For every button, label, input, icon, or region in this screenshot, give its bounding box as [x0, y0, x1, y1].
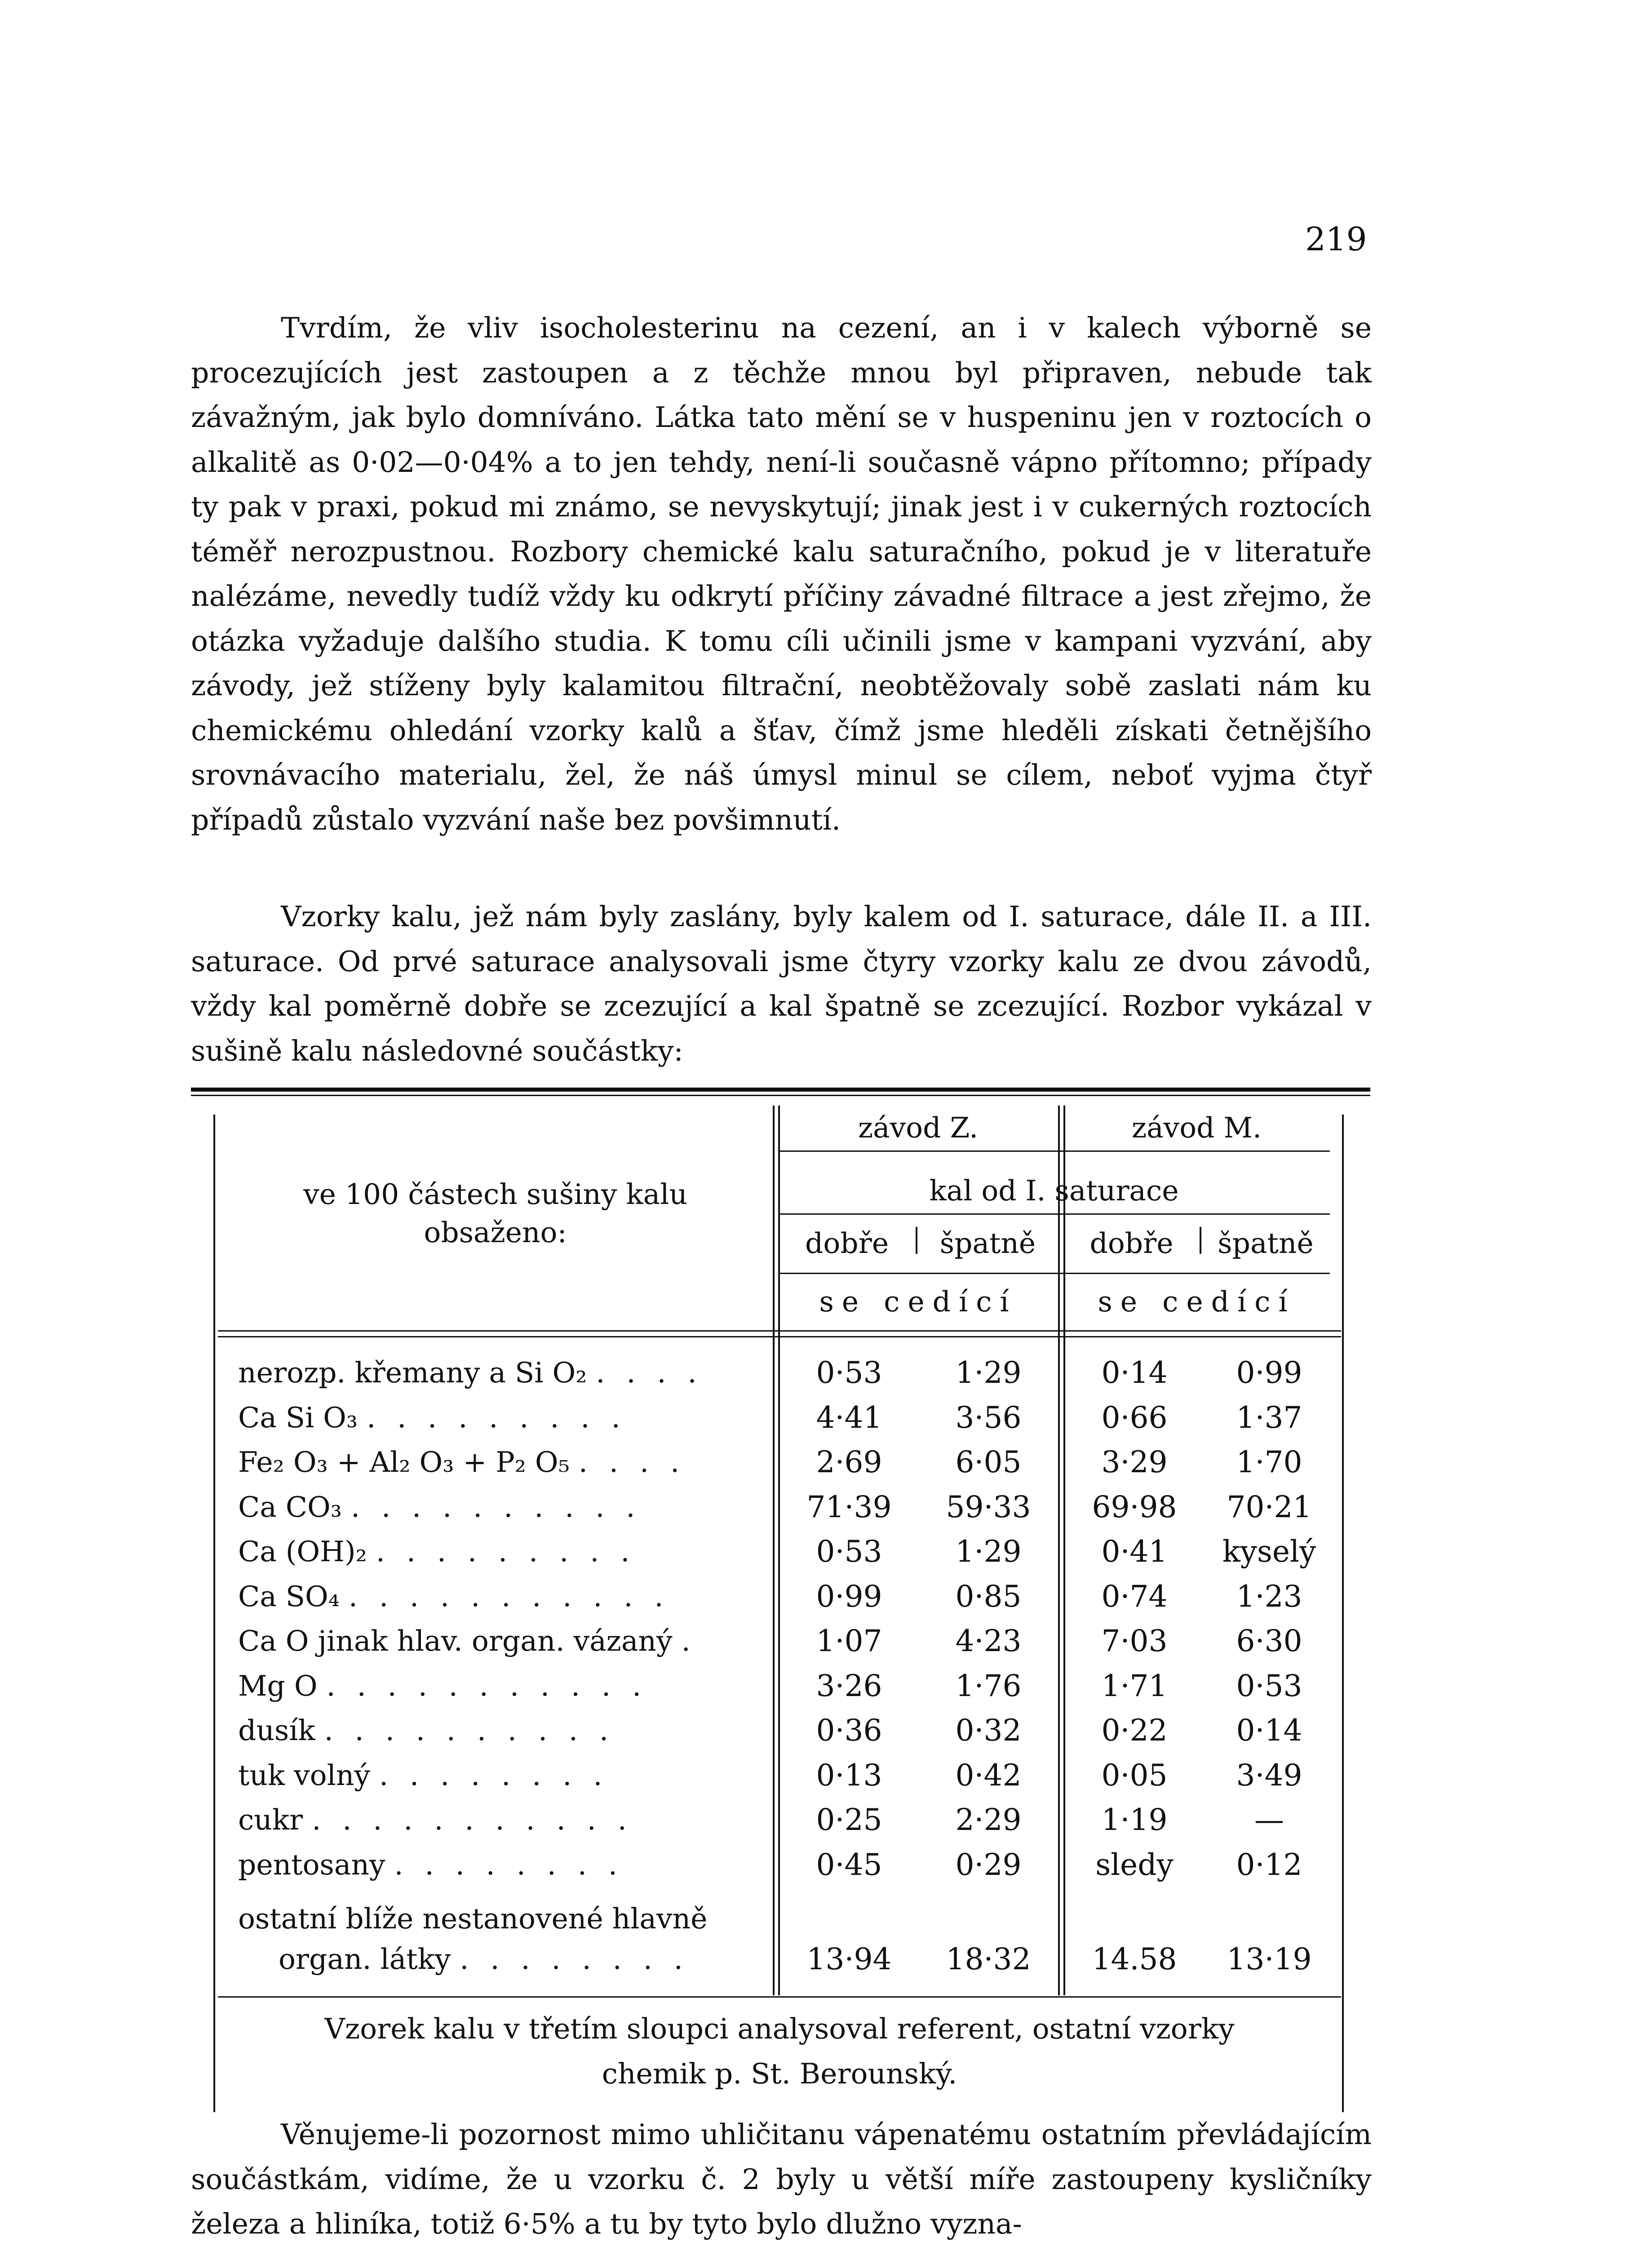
header-rule-1 — [778, 1150, 1330, 1152]
z-good-header: dobře — [805, 1227, 889, 1260]
table-cell: 0·42 — [955, 1758, 1022, 1793]
row-label — [238, 1485, 757, 1530]
table-cell: 1·19 — [1101, 1803, 1168, 1837]
row-label-text: Mg O — [238, 1669, 327, 1702]
table-cell: 0·25 — [816, 1803, 882, 1837]
page-number: 219 — [1305, 220, 1367, 258]
row-label-text: tuk volný — [238, 1759, 379, 1792]
header-bottom-rule-b — [218, 1336, 1341, 1337]
table-top-rule — [191, 1088, 1370, 1092]
table-cell: 0·53 — [1236, 1668, 1302, 1703]
m-bad-header: špatně — [1218, 1227, 1314, 1260]
paragraph-3: Věnujeme-li pozornost mimo uhličitanu vápenatému ostatním převládajícím součástkám, vidíme, že u vzorku č. 2 byly u větší míře zastoupeny kysličníky železa a hliníka, totiž 6·5% a tu by tyto bylo dlužno vyzna- — [191, 2118, 1372, 2240]
table-body-bottom-rule — [218, 1996, 1341, 1998]
table-top-rule-thin — [191, 1095, 1370, 1096]
table-cell: 1·23 — [1236, 1579, 1302, 1614]
row-label-dots: . . . . . . . . . — [367, 1401, 627, 1434]
table-right-border — [1342, 1115, 1344, 2112]
row-label-dots: . . . . — [578, 1446, 686, 1479]
table-cell: 0·99 — [1236, 1355, 1302, 1390]
table-cell: 0·85 — [955, 1579, 1022, 1614]
row-label-text: Ca (OH)₂ — [238, 1535, 376, 1568]
last-row-label-line2 — [279, 1937, 757, 1982]
table-cell: 0·45 — [816, 1847, 882, 1882]
row-label — [238, 1395, 757, 1440]
table-cell: 3·56 — [955, 1400, 1022, 1435]
table-cell: 0·14 — [1101, 1355, 1168, 1390]
saturation-header: kal od I. saturace — [929, 1174, 1179, 1207]
row-label-text: cukr — [238, 1803, 312, 1836]
table-cell: 0·22 — [1101, 1713, 1168, 1748]
stub-header-line1: ve 100 částech sušiny kalu — [303, 1178, 687, 1211]
table-cell: 1·07 — [816, 1624, 882, 1658]
row-label-text: nerozp. křemany a Si O₂ — [238, 1356, 596, 1389]
header-bottom-rule-a — [218, 1330, 1341, 1332]
table-cell: 0·29 — [955, 1847, 1022, 1882]
analysis-table — [191, 1088, 1370, 2117]
table-cell: 13·94 — [806, 1942, 892, 1976]
table-cell: 0·36 — [816, 1713, 882, 1748]
table-cell: 2·69 — [816, 1445, 882, 1479]
m-settling-header: se cedící — [1098, 1285, 1296, 1318]
row-label — [238, 1574, 757, 1619]
row-label-dots: . — [681, 1625, 697, 1657]
row-label — [238, 1529, 757, 1574]
table-cell: 4·23 — [955, 1624, 1022, 1658]
last-row-label-line1: ostatní blíže nestanovené hlavně — [238, 1902, 708, 1935]
col-sep-factory — [1058, 1106, 1060, 1995]
table-cell: 4·41 — [816, 1400, 882, 1435]
table-note-line1: Vzorek kalu v třetím sloupci analysoval referent, ostatní vzorky — [324, 2012, 1235, 2045]
table-cell: 1·29 — [955, 1355, 1022, 1390]
table-cell: 0·05 — [1101, 1758, 1168, 1793]
table-cell: 14.58 — [1092, 1942, 1177, 1976]
table-cell: 1·76 — [955, 1668, 1022, 1703]
row-label-text: Ca Si O₃ — [238, 1401, 367, 1434]
last-row-dots: . . . . . . . . — [460, 1943, 689, 1976]
row-label — [238, 1664, 757, 1709]
table-cell: sledy — [1095, 1847, 1174, 1882]
stub-header-line2: obsaženo: — [424, 1216, 567, 1249]
table-cell: 59·33 — [946, 1489, 1031, 1524]
row-label-dots: . . . . . . . . — [379, 1759, 609, 1792]
table-cell: 70·21 — [1227, 1489, 1312, 1524]
table-cell: — — [1254, 1803, 1284, 1837]
row-label — [238, 1350, 757, 1395]
row-label-text: dusík — [238, 1714, 324, 1747]
table-cell: 1·70 — [1236, 1445, 1302, 1479]
table-note-line2: chemik p. St. Berounský. — [602, 2057, 957, 2090]
table-cell: 0·74 — [1101, 1579, 1168, 1614]
header-rule-2 — [778, 1213, 1330, 1215]
last-row-label: organ. látky — [279, 1943, 451, 1976]
table-cell: 0·41 — [1101, 1534, 1168, 1569]
z-bad-header: špatně — [939, 1227, 1036, 1260]
row-label-dots: . . . . . . . . . . — [350, 1490, 642, 1523]
row-label-text: Fe₂ O₃ + Al₂ O₃ + P₂ O₅ — [238, 1446, 579, 1479]
row-label-text: Ca CO₃ — [238, 1490, 351, 1523]
row-label — [238, 1440, 757, 1485]
row-label — [238, 1753, 757, 1798]
table-cell: 2·29 — [955, 1803, 1022, 1837]
factory-m-header: závod M. — [1131, 1111, 1262, 1144]
table-cell: 0·66 — [1101, 1400, 1168, 1435]
table-cell: 0·99 — [816, 1579, 882, 1614]
table-cell: 3·29 — [1101, 1445, 1168, 1479]
table-cell: 3·26 — [816, 1668, 882, 1703]
m-good-header: dobře — [1090, 1227, 1174, 1260]
z-settling-header: se cedící — [819, 1285, 1017, 1318]
table-left-border — [213, 1115, 215, 2112]
row-label-text: Ca O jinak hlav. organ. vázaný — [238, 1625, 682, 1657]
row-label — [238, 1708, 757, 1753]
row-label-dots: . . . . . . . . — [394, 1848, 624, 1881]
stub-header — [218, 1175, 773, 1252]
row-label — [238, 1619, 757, 1664]
table-cell: 7·03 — [1101, 1624, 1168, 1658]
row-label-dots: . . . . . . . . . . — [324, 1714, 615, 1747]
table-cell: 0·53 — [816, 1534, 882, 1569]
table-cell: 69·98 — [1092, 1489, 1177, 1524]
table-cell: 13·19 — [1227, 1942, 1312, 1976]
factory-z-header: závod Z. — [858, 1111, 979, 1144]
table-cell: 1·71 — [1101, 1668, 1168, 1703]
table-cell: 1·29 — [955, 1534, 1022, 1569]
table-cell: 0·13 — [816, 1758, 882, 1793]
header-rule-3 — [778, 1273, 1330, 1274]
row-label-dots: . . . . . . . . . . . — [348, 1580, 670, 1613]
row-label-dots: . . . . . . . . . — [376, 1535, 636, 1568]
table-cell: 18·32 — [946, 1942, 1031, 1976]
row-label-dots: . . . . — [596, 1356, 703, 1389]
col-sep-stub — [773, 1106, 775, 1995]
table-cell: kyselý — [1222, 1534, 1316, 1569]
table-cell: 0·53 — [816, 1355, 882, 1390]
row-label — [238, 1798, 757, 1843]
row-label-text: Ca SO₄ — [238, 1580, 349, 1613]
row-label-dots: . . . . . . . . . . . — [312, 1803, 633, 1836]
table-cell: 0·32 — [955, 1713, 1022, 1748]
row-label-dots: . . . . . . . . . . . — [326, 1669, 648, 1702]
table-cell: 6·30 — [1236, 1624, 1302, 1658]
paragraph-2: Vzorky kalu, jež nám byly zaslány, byly kalem od I. saturace, dále II. a III. saturace. Od prvé saturace analysovali jsme čtyry vzorky kalu ze dvou závodů, vždy kal poměrně dobře se zcezující a kal špatně se zcezující. Rozbor vykázal v sušině kalu následovné součástky: — [191, 900, 1372, 1067]
table-cell: 3·49 — [1236, 1758, 1302, 1793]
table-cell: 0·12 — [1236, 1847, 1302, 1882]
table-cell: 1·37 — [1236, 1400, 1302, 1435]
paragraph-1: Tvrdím, že vliv isocholesterinu na cezení, an i v kalech výborně se procezujících jest zastoupen a z těchže mnou byl připraven, nebude tak závažným, jak bylo domníváno. Látka tato mění se v huspeninu jen v roztocích o alkalitě as 0·02—0·04% a to jen tehdy, není-li současně vápno přítomno; případy ty pak v praxi, pokud mi známo, se nevyskytují; jinak jest i v cukerných roztocích téměř nerozpustnou. Rozbory chemické kalu saturačního, pokud je v literatuře nalézáme, nevedly tudíž vždy ku odkrytí příčiny závadné filtrace a jest zřejmo, že otázka vyžaduje dalšího studia. K tomu cíli učinili jsme v kampani vyzvání, aby závody, jež stíženy byly kalamitou filtrační, neobtěžovaly sobě zaslati nám ku chemickému ohledání vzorky kalů a šťav, čímž jsme hleděli získati četnějšího srovnávacího materialu, žel, že náš úmysl minul se cílem, neboť vyjma čtyř případů zůstalo vyzvání naše bez povšimnutí. — [191, 311, 1372, 836]
table-cell: 6·05 — [955, 1445, 1022, 1479]
row-label — [238, 1843, 757, 1887]
row-label-text: pentosany — [238, 1848, 394, 1881]
table-cell: 71·39 — [806, 1489, 892, 1524]
table-cell: 0·14 — [1236, 1713, 1302, 1748]
